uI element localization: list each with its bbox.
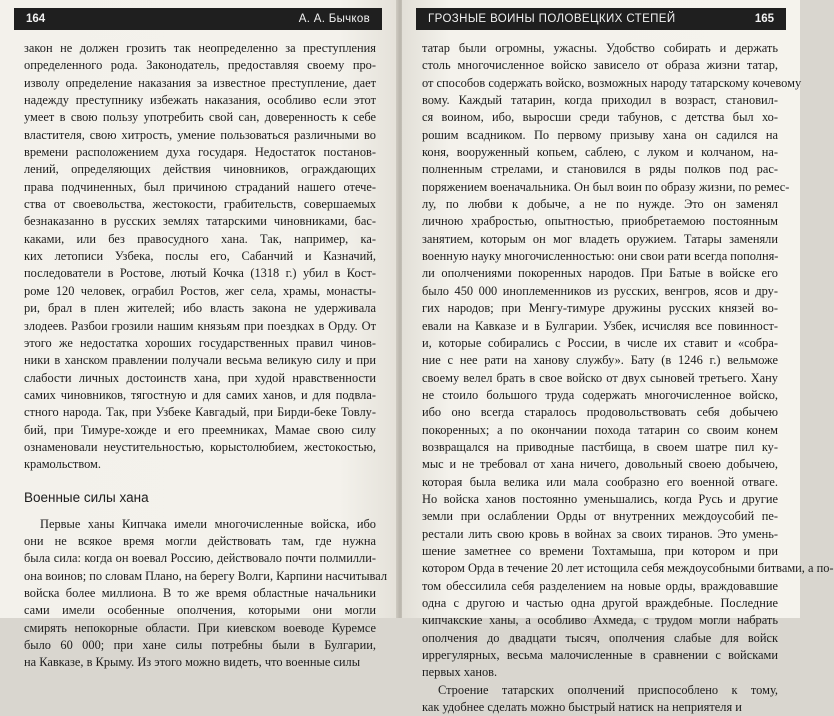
text-line: коня, вооруженный копьем, саблею, с луком и колчаном, на- <box>422 145 778 160</box>
text-line: умеет в свою пользу употребить свой сан, доверенность к себе <box>24 110 376 125</box>
running-head-author: А. А. Бычков <box>298 13 370 25</box>
text-line: была сила: когда он воевал Россию, действовало почти полмилли- <box>24 551 376 566</box>
text-line: ства от своевольства, жестокости, грабительств, совершаемых <box>24 197 376 212</box>
text-line: войска более миллиона. В то же время областные начальники <box>24 585 376 600</box>
right-paragraph-main <box>422 40 834 682</box>
text-line: военную науку многочисленностью: они свои рати всегда пополня- <box>422 249 779 264</box>
running-head-title: ГРОЗНЫЕ ВОИНЫ ПОЛОВЕЦКИХ СТЕПЕЙ <box>428 13 676 25</box>
text-line: как удобнее сделать можно быстрый натиск на неприятеля и <box>422 700 742 715</box>
left-page-body <box>24 40 388 672</box>
text-line: злодеев. Разбои грозили нашим князьям при поездках в Орду. От <box>24 318 376 333</box>
text-line: занятием, которым он мог владеть оружием. Татары заменяли <box>422 231 778 246</box>
text-line: евали на Кавказе и в Булгарии. Узбек, исчисляя все повинност- <box>422 318 778 333</box>
text-line: котором Орда в течение 20 лет истощила себя междоусобными битвами, а по- <box>422 561 834 576</box>
text-line: последователи в Ростове, лютый Кочка (1318 г.) убил в Кост- <box>24 266 376 281</box>
text-line: личною храбростью, опытностью, приобретаемою постоянным <box>422 214 778 229</box>
text-line: было 60 000; при хане силы потребны были в Булгарии, <box>24 638 376 652</box>
text-line: бий, при Тимуре-хожде и его преемниках, Мамае свою силу <box>24 422 376 437</box>
left-page <box>0 0 398 670</box>
text-line: смирять непокорные области. При киевском воеводе Куремсе <box>24 620 376 635</box>
text-line: ких летописи Узбека, послы его, Сабанчий и Казначий, <box>24 249 376 264</box>
text-line: на Кавказе, в Крыму. Из этого можно видеть, что военные силы <box>24 655 361 670</box>
text-line: которая была велика или мала сообразно его военной отваге. <box>422 474 778 489</box>
text-line: изволу определение наказания за известное преступление, дает <box>24 75 376 90</box>
right-page-number: 165 <box>754 13 774 25</box>
text-line: лу, по любви к добыче, а не по нужде. Это он заменял <box>422 197 778 212</box>
text-line: сами имели особенные ополчения, которыми они могли <box>24 603 376 618</box>
left-paragraph-lower <box>24 516 388 672</box>
text-line: от способов содержать войско, возможных народу татарскому кочевому <box>422 75 802 90</box>
text-line: определенного рода. Законодатель, предоставляя своему про- <box>24 58 376 73</box>
text-line: том обессилила себя разделением на новые орды, враждовавшие <box>422 578 778 593</box>
text-line: было 450 000 иноплеменников из русских, венгров, ясов и дру- <box>422 283 778 298</box>
left-page-number: 164 <box>26 13 46 25</box>
left-paragraph-upper <box>24 40 376 474</box>
text-line: ние с нее рати на ханову службу». Бату (в 1246 г.) вельможе <box>422 353 778 368</box>
text-line: ся воином, ибо, выросши среди табунов, с детства был хо- <box>422 110 778 125</box>
section-heading: Военные силы хана <box>24 489 149 505</box>
text-line: не стоило большого труда содержать многочисленное войско, <box>422 387 778 402</box>
text-line: ники в ханском правлении получали весьма великую силу и при <box>24 353 376 368</box>
text-line: вому. Каждый татарин, когда приходил в возраст, становил- <box>422 93 778 108</box>
text-line: покоренных; а по окончании похода татарин со своим конем <box>422 422 778 437</box>
text-line: крамольством. <box>24 457 101 472</box>
text-line: Первые ханы Кипчака имели многочисленные войска, ибо <box>40 516 376 531</box>
right-page-body <box>422 40 834 716</box>
text-line: Строение татарских ополчений приспособлено к тому, <box>438 682 778 697</box>
text-line: кипчакские ханы, а особливо Ахмеда, с трудом могли набрать <box>422 613 778 628</box>
text-line: стного народа. Так, при Узбеке Кавгадый, при Бирди-беке Товлу- <box>24 405 376 420</box>
right-running-head <box>416 8 786 30</box>
text-line: лений, определяющих действия чиновников, ограждающих <box>24 162 376 177</box>
text-line: мыс и не требовал от хана ничего, довольный своею добычею, <box>422 457 778 472</box>
text-line: времени расположением духа государя. Недостаток постанов- <box>24 145 376 160</box>
text-line: права подчиненных, был причиною страданий нашего отече- <box>24 179 376 194</box>
text-line: одна с другою и частью одна другой враждебные. Последние <box>422 596 778 610</box>
text-line: властителя, свою хитрость, умение пользоваться различными во <box>24 127 376 142</box>
text-line: своему велел брать в свое войско от двух сыновей третьего. Хану <box>422 370 778 385</box>
text-line: ознаменовали неустительностью, корыстолюбием, жестокостью, <box>24 439 376 454</box>
text-line: Но войска ханов постоянно уменьшались, когда Русь и другие <box>422 491 778 506</box>
text-line: они не всякое время могли действовать там, где нужна <box>24 533 376 548</box>
text-line: закон не должен грозить так неопределенно за преступления <box>24 41 376 55</box>
text-line: самих чиновников, тягостную и для самих ханов, и для подвла- <box>24 387 376 402</box>
text-line: каками, или без правосудного хана. Так, например, ка- <box>24 231 376 246</box>
text-line: ибо оно всегда старалось продовольствовать себя добычею <box>422 405 778 420</box>
text-line: поряжением военачальника. Он был воин по образу жизни, по ремес- <box>422 179 790 194</box>
text-line: гих народов; при Менгу-тимуре дружины русских князей во- <box>422 301 778 316</box>
text-line: этого же недостатка хороших государственных правил чинов- <box>24 335 376 350</box>
right-paragraph-closing <box>422 682 778 716</box>
text-line: и, которые собирались с России, в числе их ставит и «собра- <box>422 335 778 350</box>
text-line: земли при ослаблении Орды от внутренних междоусобий пе- <box>422 509 778 524</box>
right-page <box>402 0 834 715</box>
text-line: ли ополчениями покоренных народов. При Батые в войске его <box>422 266 778 281</box>
text-line: роме 120 человек, ограбил Ростов, жег села, храмы, монасты- <box>24 283 376 298</box>
text-line: безнаказанно в русских землях татарскими чиновниками, бас- <box>24 214 376 229</box>
text-line: слабости личных достоинств хана, при худой нравственности <box>24 370 376 385</box>
text-line: ополчения до двадцати тысяч, ополчения слабые для войск <box>422 630 778 645</box>
text-line: рестали лить свою кровь в войнах за своих тиранов. Это умень- <box>422 526 778 541</box>
text-line: рошим всадником. По первому призыву хана он садился на <box>422 127 778 142</box>
text-line: столь многочисленное войско зависело от образа жизни татар, <box>422 58 778 73</box>
left-running-head <box>14 8 382 30</box>
text-line: она воинов; по словам Плано, на берегу Волги, Карпини насчитывал <box>24 568 388 583</box>
text-line: первых ханов. <box>422 665 498 680</box>
text-line: полненным стрелами, и становился в ряды полков под рас- <box>422 162 778 177</box>
text-line: татар были огромны, ужасны. Удобство собирать и держать <box>422 41 778 55</box>
text-line: иррегулярных, весьма малочисленные в сравнении с войсками <box>422 648 778 663</box>
text-line: надежду преступнику избежать наказания, особливо если этот <box>24 93 376 108</box>
text-line: ри, брал в плен жителей; ибо власть закона не удерживала <box>24 301 376 316</box>
text-line: возвращался на приводные пастбища, в своем шатре пил ку- <box>422 439 778 454</box>
text-line: шение заметнее со времени Тохтамыша, при котором и при <box>422 543 778 558</box>
